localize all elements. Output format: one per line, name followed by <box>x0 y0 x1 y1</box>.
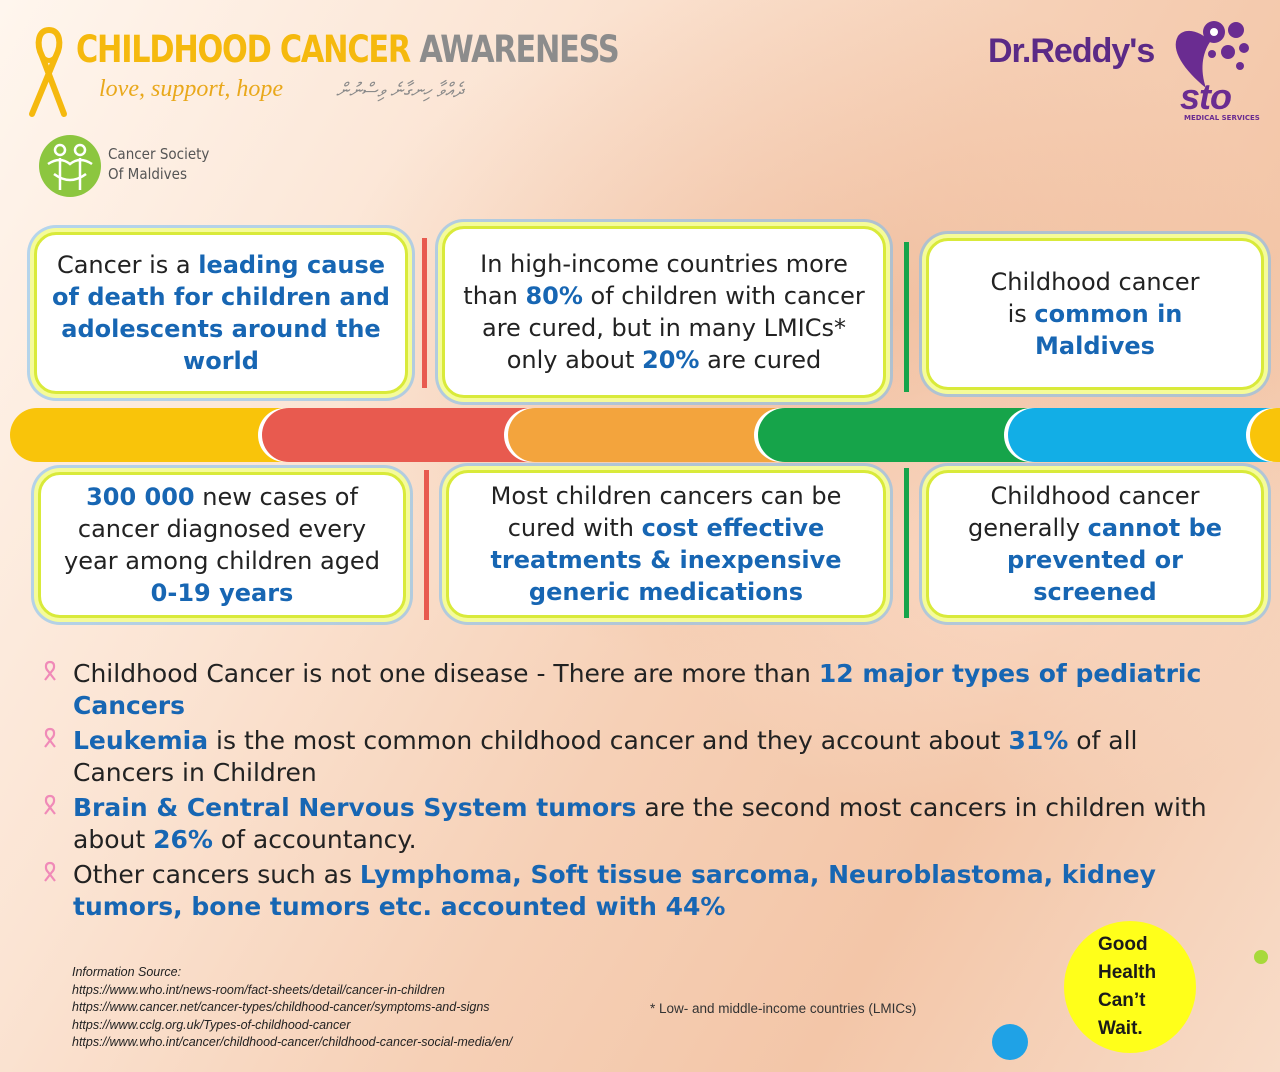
awareness-ribbon-icon <box>24 22 74 122</box>
information-sources <box>72 964 512 1052</box>
good-health-badge <box>1064 921 1196 1053</box>
divider-red-bottom <box>424 470 429 620</box>
bullet-text-highlight: 31% <box>1008 726 1069 755</box>
fact-text-plain: of children with cancer are cured, but in many LMICs* only about <box>482 282 865 374</box>
decorative-green-dot <box>1254 950 1268 964</box>
fact-box-bottom-center <box>446 470 886 618</box>
pink-ribbon-bullet-icon <box>40 660 60 682</box>
pink-ribbon-bullet-icon <box>40 861 60 883</box>
fact-box-top-center <box>442 226 886 398</box>
fact-box-bottom-left <box>38 472 406 618</box>
badge-text <box>1098 931 1162 1043</box>
dr-reddys-logo-text: Dr.Reddy's <box>988 32 1155 70</box>
source-link[interactable]: https://www.who.int/news-room/fact-sheets/detail/cancer-in-children <box>72 982 445 997</box>
fact-text <box>943 480 1247 608</box>
title-part-yellow: CHILDHOOD CANCER <box>76 28 420 71</box>
sources-heading: Information Source: <box>72 965 182 979</box>
fact-text-highlight: 80% <box>525 282 583 310</box>
bullet-text-highlight: Brain & Central Nervous System tumors <box>73 793 637 822</box>
divider-green-bottom <box>904 468 909 618</box>
sto-subtitle: MEDICAL SERVICES <box>1184 114 1260 122</box>
source-link[interactable]: https://www.who.int/cancer/childhood-cancer/childhood-cancer-social-media/en/ <box>72 1035 513 1049</box>
fact-box-top-right <box>926 238 1264 390</box>
badge-line: Wait. <box>1098 1018 1143 1039</box>
fact-text <box>463 480 869 608</box>
fact-text-plain: Most children cancers can be cured with <box>490 482 842 542</box>
badge-line: Good <box>1098 934 1148 955</box>
fact-box-top-left <box>34 232 408 394</box>
fact-text <box>459 248 869 376</box>
fact-text <box>55 481 389 609</box>
fact-text-highlight: common in Maldives <box>1034 300 1183 360</box>
fact-text-highlight: 0-19 years <box>150 579 294 607</box>
society-line-1: Cancer Society <box>108 145 210 163</box>
dhivehi-tagline: ދެއްވާ ހިނގާނެ ވިސްނުން <box>336 78 464 102</box>
badge-line: Can’t <box>1098 990 1146 1011</box>
fact-text-plain: Cancer is a <box>56 251 199 279</box>
society-line-2: Of Maldives <box>108 165 188 183</box>
bullet-text-plain: Childhood Cancer is not one disease - There are more than <box>73 659 819 688</box>
fact-text-highlight: 20% <box>642 346 700 374</box>
bullet-text-plain: are the second most cancers in children with about <box>73 793 1207 854</box>
fact-text-plain: new cases of cancer diagnosed every year among children aged <box>64 483 380 575</box>
fact-text-plain: Childhood cancer is <box>990 268 1200 328</box>
source-link[interactable]: https://www.cclg.org.uk/Types-of-childhood-cancer <box>72 1017 351 1032</box>
fact-box-bottom-right <box>926 470 1264 618</box>
pink-ribbon-bullet-icon <box>40 727 60 749</box>
bullet-text-highlight: Lymphoma, Soft tissue sarcoma, Neuroblastoma, kidney tumors, bone tumors etc. accounted with 44% <box>73 860 1156 921</box>
bullet-text-plain: of accountancy. <box>212 825 417 854</box>
fact-text-plain: In high-income countries more than <box>463 250 848 310</box>
list-item <box>40 725 1240 789</box>
pink-ribbon-bullet-icon <box>40 794 60 816</box>
fact-text <box>943 266 1247 362</box>
bullet-text-plain: is the most common childhood cancer and they account about <box>208 726 1009 755</box>
list-item <box>40 658 1240 722</box>
fact-text-highlight: 300 000 <box>86 483 195 511</box>
source-link[interactable]: https://www.cancer.net/cancer-types/childhood-cancer/symptoms-and-signs <box>72 1000 490 1014</box>
page-title <box>76 28 619 71</box>
title-part-gray: AWARENESS <box>419 28 619 71</box>
divider-green-top <box>904 242 909 392</box>
fact-text-plain: Childhood cancer generally <box>967 482 1200 542</box>
cancer-society-name <box>108 144 209 184</box>
badge-line: Health <box>1098 962 1157 983</box>
fact-text <box>51 249 391 377</box>
fact-text-highlight: leading cause of death for children and adolescents around the world <box>52 251 390 375</box>
fact-text-highlight: cost effective treatments & inexpensive generic medications <box>490 514 842 606</box>
bullet-text-highlight: 12 major types of pediatric Cancers <box>73 659 1202 720</box>
tagline: love, support, hope <box>99 76 283 102</box>
decorative-blue-dot <box>992 1024 1028 1060</box>
bullet-text-highlight: Leukemia <box>73 726 209 755</box>
divider-red-top <box>422 238 427 388</box>
sto-logo-text: sto <box>1180 76 1231 117</box>
list-item <box>40 859 1240 923</box>
colour-timeline-band <box>10 408 1280 462</box>
fact-text-highlight: cannot be prevented or screened <box>1007 514 1223 606</box>
list-item <box>40 792 1240 856</box>
lmics-footnote: * Low- and middle-income countries (LMICs) <box>650 1001 917 1016</box>
bullet-text-plain: Other cancers such as <box>73 860 360 889</box>
facts-bullet-list <box>40 658 1240 926</box>
bullet-text-plain: of all Cancers in Children <box>73 726 1138 787</box>
cancer-society-logo-icon <box>38 134 102 198</box>
bullet-text-highlight: 26% <box>153 825 213 854</box>
fact-text-plain: are cured <box>699 346 822 374</box>
